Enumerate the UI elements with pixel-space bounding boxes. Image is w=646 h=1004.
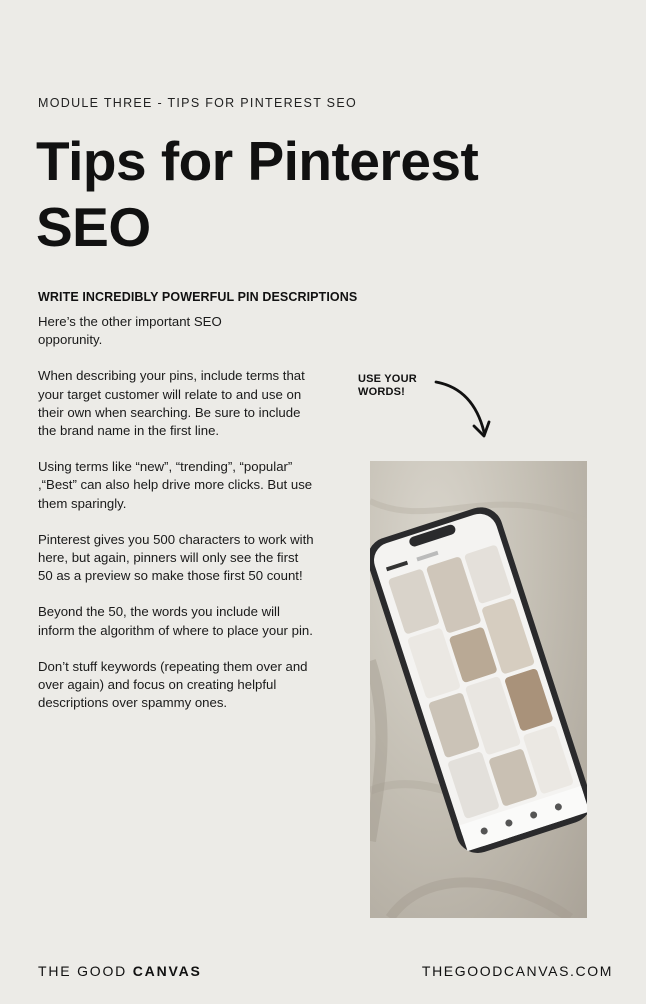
title-line-1: Tips for Pinterest [36,130,479,192]
footer-brand-regular: THE GOOD [38,963,133,979]
footer-website[interactable]: THEGOODCANVAS.COM [421,963,613,979]
section-subheading: WRITE INCREDIBLY POWERFUL PIN DESCRIPTIONS [38,290,358,304]
phone-illustration [370,461,587,918]
footer-brand-bold: CANVAS [132,963,202,979]
paragraph: Using terms like “new”, “trending”, “popular” ,“Best” can also help drive more clicks. But use them sparingly. [38,459,313,511]
body-text [38,313,314,730]
footer-brand [38,963,202,979]
eyebrow-label: MODULE THREE - TIPS FOR PINTEREST SEO [38,96,357,110]
phone-photo [370,461,587,918]
paragraph: Here’s the other important SEO opporunity. [38,314,222,348]
note-line-1: USE YOUR [358,373,417,385]
note-line-2: WORDS! [358,386,406,398]
page-title [36,128,556,260]
paragraph: When describing your pins, include terms that your target customer will relate to and use on their own when searching. Be sure to include the brand name in the first line. [38,368,305,439]
curved-arrow-icon [432,376,494,442]
title-line-2: SEO [36,196,151,258]
handwritten-note [358,373,428,399]
paragraph: Beyond the 50, the words you include will inform the algorithm of where to place your pin. [38,604,313,638]
paragraph: Pinterest gives you 500 characters to work with here, but again, pinners will only see the first 50 as a preview so make those first 50 count! [38,531,314,584]
paragraph: Don’t stuff keywords (repeating them over and over again) and focus on creating helpful descriptions over spammy ones. [38,658,308,711]
